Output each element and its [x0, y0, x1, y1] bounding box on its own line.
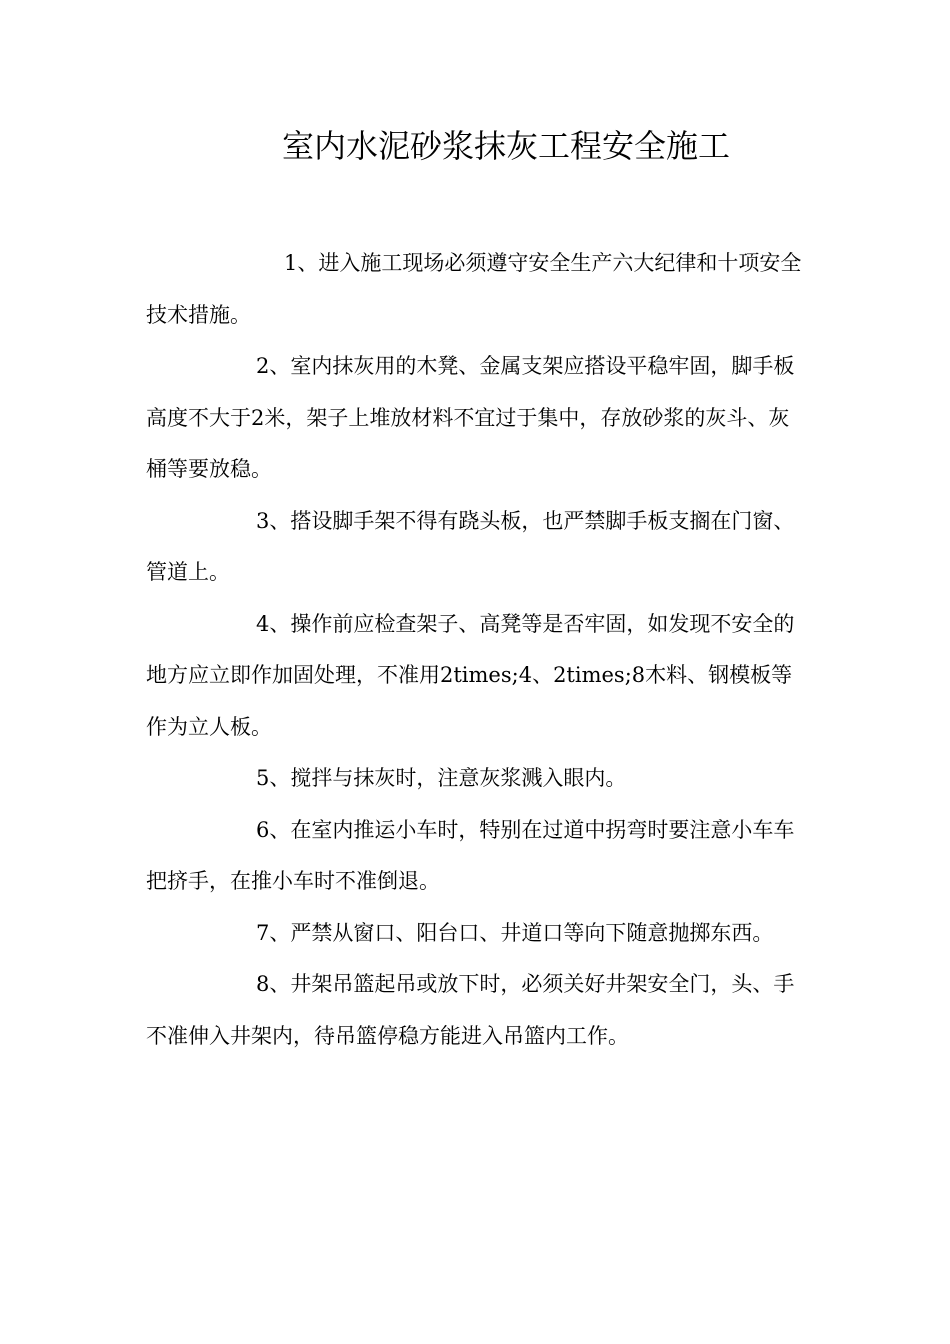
paragraph-6: 6、在室内推运小车时，特别在过道中拐弯时要注意小车车把挤手，在推小车时不准倒退。 [146, 817, 795, 893]
document-title: 室内水泥砂浆抹灰工程安全施工 [281, 127, 730, 165]
paragraph-7: 7、严禁从窗口、阳台口、井道口等向下随意抛掷东西。 [256, 920, 774, 945]
paragraph-1: 1、进入施工现场必须遵守安全生产六大纪律和十项安全技术措施。 [146, 251, 802, 327]
paragraph-3: 3、搭设脚手架不得有跷头板，也严禁脚手板支搁在门窗、管道上。 [146, 508, 795, 584]
paragraph-5: 5、搅拌与抹灰时，注意灰浆溅入眼内。 [256, 766, 627, 790]
paragraph-2: 2、室内抹灰用的木凳、金属支架应搭设平稳牢固，脚手板高度不大于2米，架子上堆放材料不宜过于集中，存放砂浆的灰斗、灰桶等要放稳。 [146, 354, 795, 481]
document-body [146, 238, 806, 1062]
paragraph-4: 4、操作前应检查架子、高凳等是否牢固，如发现不安全的地方应立即作加固处理，不准用2times;4、2times;8木料、钢模板等作为立人板。 [146, 611, 795, 739]
paragraph-8: 8、井架吊篮起吊或放下时，必须关好井架安全门，头、手不准伸入井架内，待吊篮停稳方能进入吊篮内工作。 [146, 972, 795, 1048]
